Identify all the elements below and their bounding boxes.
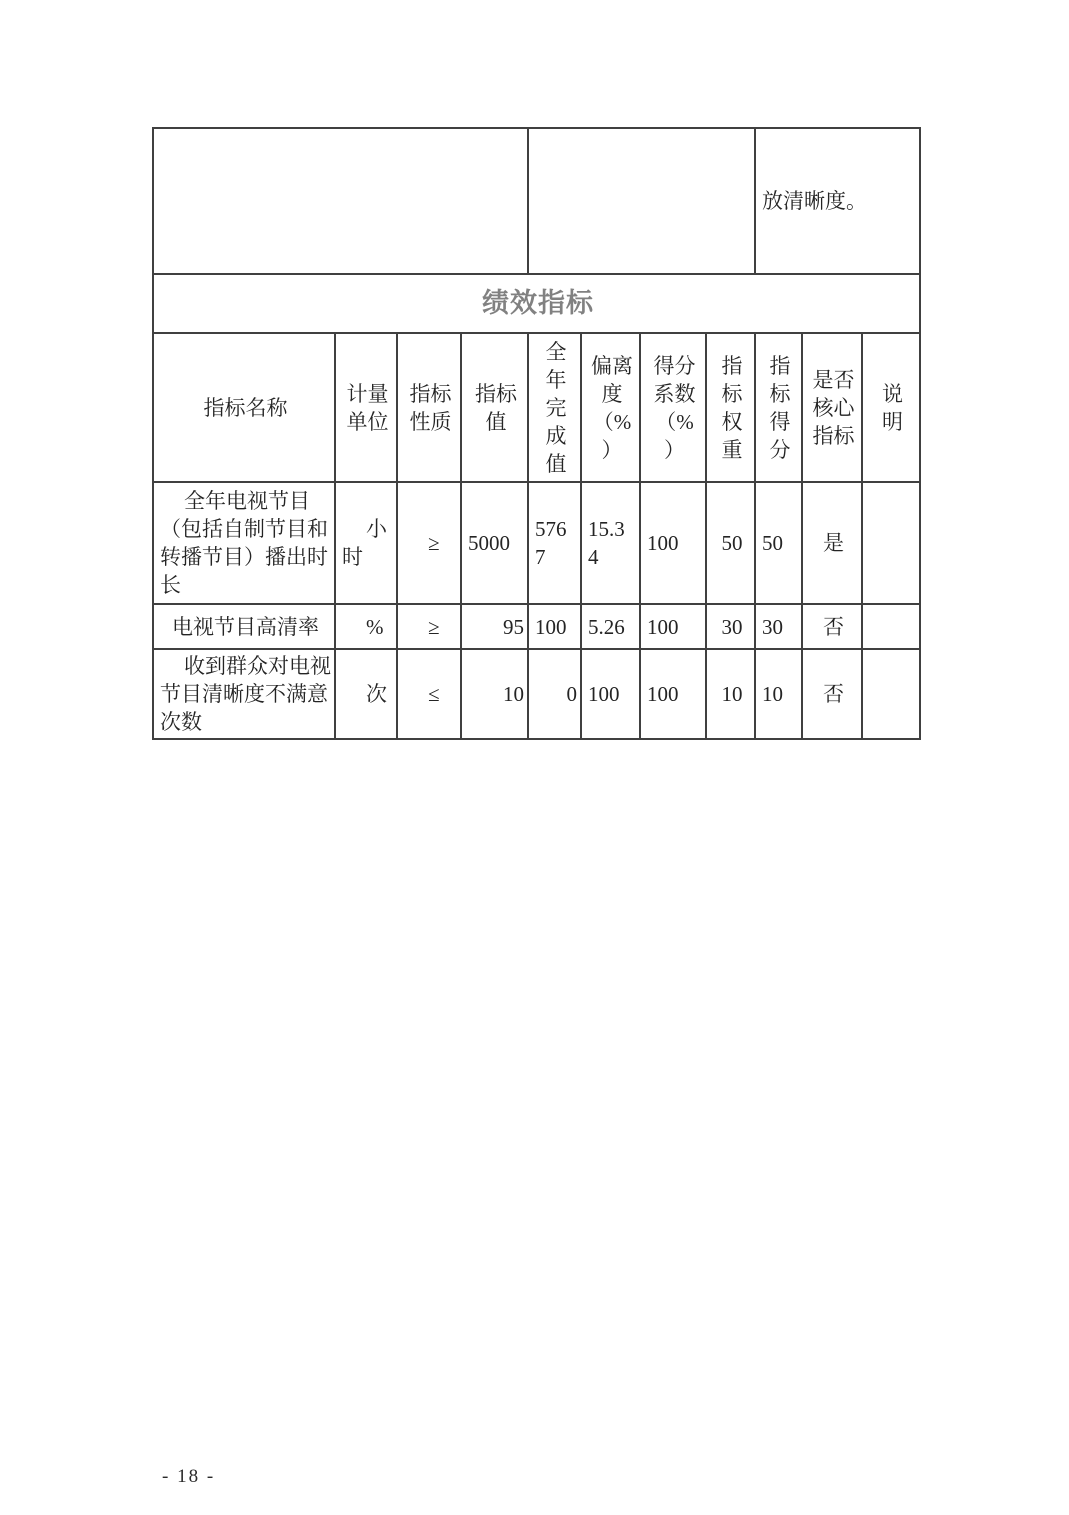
table-row <box>153 482 920 604</box>
indicator-name-cell: 全年电视节目 （包括自制节目和 转播节目）播出时 长 <box>153 482 335 604</box>
header-note: 说 明 <box>862 333 920 482</box>
header-unit: 计量 单位 <box>335 333 397 482</box>
note-cell <box>862 482 920 604</box>
core-indicator-cell: 是 <box>802 482 862 604</box>
section-title-cell <box>153 274 920 333</box>
target-value-cell: 95 <box>461 604 528 649</box>
header-target-value: 指标 值 <box>461 333 528 482</box>
score-coefficient-cell: 100 <box>640 482 706 604</box>
header-score-coefficient: 得分 系数 （% ） <box>640 333 706 482</box>
annual-completion-cell: 100 <box>528 604 581 649</box>
continuation-cell-middle <box>528 128 755 274</box>
header-annual-completion: 全 年 完 成 值 <box>528 333 581 482</box>
unit-cell: % <box>335 604 397 649</box>
target-value-cell: 5000 <box>461 482 528 604</box>
note-cell <box>862 649 920 739</box>
header-indicator-name: 指标名称 <box>153 333 335 482</box>
table-row <box>153 604 920 649</box>
weight-cell: 50 <box>706 482 755 604</box>
core-indicator-cell: 否 <box>802 649 862 739</box>
continuation-note-cell: 放清晰度。 <box>755 128 920 274</box>
score-cell: 10 <box>755 649 802 739</box>
table-row <box>153 649 920 739</box>
header-score: 指 标 得 分 <box>755 333 802 482</box>
annual-completion-cell: 576 7 <box>528 482 581 604</box>
nature-cell: ≥ <box>397 482 461 604</box>
table-header-row <box>153 333 920 482</box>
annual-completion-cell: 0 <box>528 649 581 739</box>
deviation-cell: 15.3 4 <box>581 482 640 604</box>
header-weight: 指 标 权 重 <box>706 333 755 482</box>
target-value-cell: 10 <box>461 649 528 739</box>
deviation-cell: 5.26 <box>581 604 640 649</box>
weight-cell: 30 <box>706 604 755 649</box>
nature-cell: ≥ <box>397 604 461 649</box>
core-indicator-cell: 否 <box>802 604 862 649</box>
score-coefficient-cell: 100 <box>640 649 706 739</box>
deviation-cell: 100 <box>581 649 640 739</box>
header-deviation: 偏离 度 （% ） <box>581 333 640 482</box>
indicator-name-cell: 收到群众对电视 节目清晰度不满意 次数 <box>153 649 335 739</box>
score-coefficient-cell: 100 <box>640 604 706 649</box>
section-title-row <box>153 274 920 333</box>
continuation-cell-left <box>153 128 528 274</box>
score-cell: 30 <box>755 604 802 649</box>
section-title: 绩效指标 <box>482 287 595 318</box>
unit-cell: 小 时 <box>335 482 397 604</box>
unit-cell: 次 <box>335 649 397 739</box>
nature-cell: ≤ <box>397 649 461 739</box>
indicator-name-cell: 电视节目高清率 <box>153 604 335 649</box>
score-cell: 50 <box>755 482 802 604</box>
weight-cell: 10 <box>706 649 755 739</box>
header-nature: 指标 性质 <box>397 333 461 482</box>
note-cell <box>862 604 920 649</box>
header-core-indicator: 是否 核心 指标 <box>802 333 862 482</box>
performance-indicator-table <box>152 127 921 740</box>
continuation-row <box>153 128 920 274</box>
page-number: - 18 - <box>162 1466 216 1487</box>
